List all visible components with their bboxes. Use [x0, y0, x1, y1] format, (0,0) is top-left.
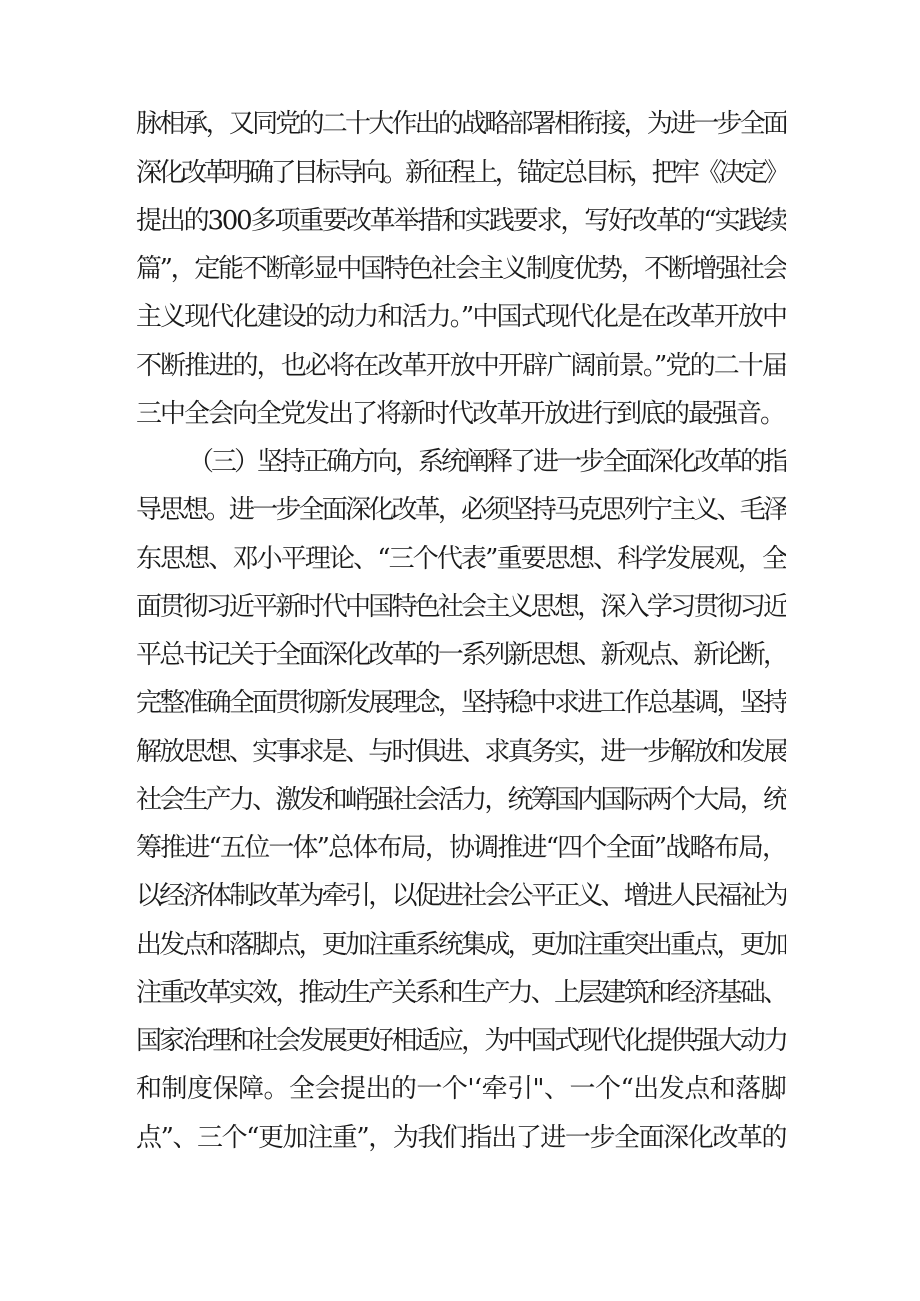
text-line: 国家治理和社会发展更好相适应，为中国式现代化提供强大动力 [136, 1026, 786, 1056]
text-line: 不断推进的，也必将在改革开放中开辟广阔前景。”党的二十届 [136, 351, 786, 381]
text-line: 提出的300多项重要改革举措和实践要求，写好改革的“实践续 [136, 206, 786, 236]
text-line: 东思想、邓小平理论、“三个代表”重要思想、科学发展观，全 [136, 544, 786, 574]
text-line: 完整准确全面贯彻新发展理念，坚持稳中求进工作总基调，坚持 [136, 688, 786, 718]
text-line: 筹推进“五位一体”总体布局，协调推进“四个全面”战略布局， [136, 833, 786, 863]
text-line: 解放思想、实事求是、与时俱进、求真务实，进一步解放和发展 [136, 737, 786, 767]
text-line: 脉相承，又同党的二十大作出的战略部署相衔接，为进一步全面 [136, 109, 786, 139]
text-line: 注重改革实效，推动生产关系和生产力、上层建筑和经济基础、 [136, 978, 786, 1008]
text-line: 和制度保障。全会提出的一个'‘牵引"、一个“出发点和落脚 [136, 1074, 786, 1104]
text-line: 社会生产力、激发和峭强社会活力，统筹国内国际两个大局，统 [136, 785, 786, 815]
text-line: 三中全会向全党发出了将新时代改革开放进行到底的最强音。 [136, 399, 785, 429]
text-line: 出发点和落脚点，更加注重系统集成，更加注重突出重点，更加 [136, 930, 786, 960]
text-line: 导思想。进一步全面深化改革，必须坚持马克思列宁主义、毛泽 [136, 495, 786, 525]
text-line: 面贯彻习近平新时代中国特色社会主义思想，深入学习贯彻习近 [136, 592, 786, 622]
text-line: 平总书记关于全面深化改革的一系列新思想、新观点、新论断， [136, 640, 786, 670]
text-line: 主义现代化建设的动力和活力。”中国式现代化是在改革开放中 [136, 302, 786, 332]
section-heading-line: （三）坚持正确方向，系统阐释了进一步全面深化改革的指 [188, 447, 786, 477]
text-line: 点”、三个“更加注重”，为我们指出了进一步全面深化改革的 [136, 1123, 786, 1153]
text-line: 深化改革明确了目标导向。新征程上，锚定总目标，把牢《决定》 [136, 158, 786, 188]
text-line: 以经济体制改革为牵引，以促进社会公平正义、增进人民福祉为 [136, 881, 786, 911]
text-line: 篇”，定能不断彰显中国特色社会主义制度优势，不断增强社会 [136, 254, 786, 284]
